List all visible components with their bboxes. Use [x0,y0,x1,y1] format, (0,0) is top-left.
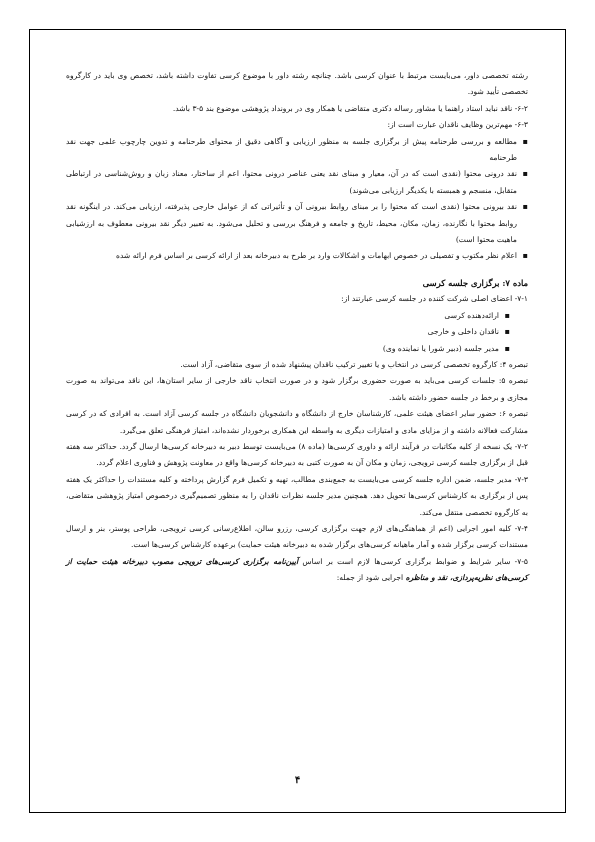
paragraph: ۷-۲- یک نسخه از کلیه مکاتبات در فرآیند ارائه و داوری کرسی‌ها (ماده ۸) می‌بایست توسط دبیر به دبیرخانه کرسی‌ها ارسال گردد. حداکثر سه هفته قبل از برگزاری جلسه کرسی ترویجی، زمان و مکان آن به صورت کتبی به دبیرخانه کرسی‌ها واقع در معاونت پژوهش و فناوری اعلام گردد. [66,441,528,468]
list-item: ▪ نقد درونی محتوا (نقدی است که در آن، معیار و مبنای نقد یعنی عناصر درونی محتوا، اعم از ساختار، معناد زبان و روش‌شناسی در ارتباطی متقابل، منسجم و همبسته با یکدیگر ارزیابی می‌شوند) [66,166,528,199]
list-item: ▪ مدیر جلسه (دبیر شورا یا نماینده وی) [66,341,510,357]
paragraph: ۶-۳- مهم‌ترین وظایف ناقدان عبارت است از: [387,120,528,130]
duties-list [66,134,528,265]
paragraph: ۷-۴- کلیه امور اجرایی (اعم از هماهنگی‌های لازم جهت برگزاری کرسی، رزرو سالن، اطلاع‌رسانی کرسی ترویجی، طراحی پوستر، بنر و ارسال مستندات کرسی برگزار شده و آمار ماهیانه کرسی‌های برگزار شده به دبیرخانه هیئت حمایت) برعهده کارشناس کرسی‌ها است. [66,523,528,550]
list-item: ▪ ناقدان داخلی و خارجی [66,324,510,340]
emphasized-text: آیین‌نامه برگزاری کرسی‌های ترویجی مصوب دبیرخانه هیئت حمایت از کرسی‌های نظریه‌پردازی، نقد و مناظره [66,556,528,583]
list-item: ▪ ارائه‌دهنده کرسی [66,308,510,324]
paragraph: رشته تخصصی داور، می‌بایست مرتبط با عنوان کرسی باشد. چنانچه رشته داور با موضوع کرسی تفاوت داشته باشد، تخصص وی باید در کارگروه تخصصی تأیید شود. [66,71,528,97]
section-heading: ماده ۷: برگزاری جلسه کرسی [422,277,528,288]
paragraph-text: اجرایی شود از جمله: [336,573,404,583]
paragraph: ۷-۱- اعضای اصلی شرکت کننده در جلسه کرسی عبارتند از: [341,294,528,304]
members-list [66,308,528,357]
page-number: ۴ [294,775,301,786]
paragraph: تبصره ۴: کارگروه تخصصی کرسی در انتخاب و یا تغییر ترکیب ناقدان پیشنهاد شده از سوی متقاضی، آزاد است. [180,359,528,369]
list-item: ▪ اعلام نظر مکتوب و تفصیلی در خصوص ابهامات و اشکالات وارد بر طرح به دبیرخانه بعد از ارائه کرسی بر اساس فرم ارائه شده [66,248,528,264]
document-body [66,68,528,587]
paragraph: ۶-۲- ناقد نباید استاد راهنما یا مشاور رساله دکتری متقاضی یا همکار وی در برونداد پژوهشی موضوع بند ۵-۳ باشد. [172,103,528,113]
paragraph [66,554,528,587]
paragraph: ۷-۳- مدیر جلسه، ضمن اداره جلسه کرسی می‌بایست به جمع‌بندی مطالب، تهیه و تکمیل فرم گزارش پرداخته و کلیه مستندات را حداکثر یک هفته پس از برگزاری به کارشناس کرسی‌ها تحویل دهد. همچنین مدیر جلسه نظرات ناقدان را به منظور تصمیم‌گیری درخصوص امتیاز پژوهشی متقاضی، به کارگروه تخصصی منتقل می‌کند. [66,474,528,517]
paragraph-text: ۷-۵- سایر شرایط و ضوابط برگزاری کرسی‌ها لازم است بر اساس [302,556,528,566]
paragraph: تبصره ۶: حضور سایر اعضای هیئت علمی، کارشناسان خارج از دانشگاه و دانشجویان دانشگاه در جلسه کرسی آزاد است. به افرادی که در کرسی مشارکت فعالانه داشته و از مزایای مادی و امتیازات دیگری به واسطه این همکاری برخوردار نشده‌اند، امتیاز فرهنگی تعلق می‌گیرد. [66,409,528,435]
list-item: ▪ نقد بیرونی محتوا (نقدی است که محتوا را بر مبنای روابط بیرونی آن و تأثیراتی که از عوامل خارجی پذیرفته، ارزیابی می‌کند. در اینگونه نقد روابط محتوا با نگارنده، زمان، مکان، محیط، تاریخ و جامعه و فرهنگ بررسی و تحلیل می‌شود. به تعبیر دیگر نقد بیرونی معطوف به ارزشیابی ماهیت محتوا است) [66,199,528,248]
list-item: ▪ مطالعه و بررسی طرحنامه پیش از برگزاری جلسه به منظور ارزیابی و آگاهی دقیق از محتوای طرحنامه و تدوین چارچوب علمی جهت نقد طرحنامه [66,134,528,167]
paragraph: تبصره ۵: جلسات کرسی می‌باید به صورت حضوری برگزار شود و در صورت انتخاب ناقد خارجی از سایر استان‌ها، این ناقد می‌تواند به صورت مجازی و برخط در جلسه حضور داشته باشد. [66,376,528,402]
